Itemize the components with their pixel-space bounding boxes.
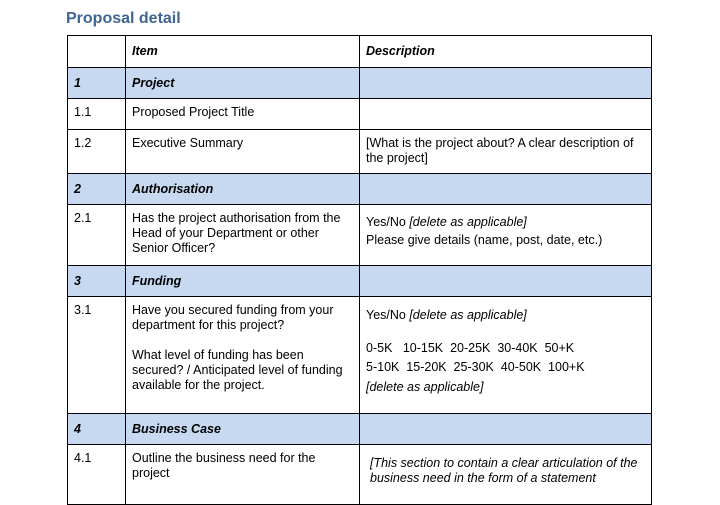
section-description-cell — [360, 414, 652, 445]
delete-note: [delete as applicable] — [366, 380, 484, 394]
row-item: Has the project authorisation from the Head of your Department or other Senior Officer? — [126, 205, 360, 266]
section-row-authorisation — [68, 174, 652, 205]
header-item-cell: Item — [126, 36, 360, 68]
yes-no-text: Yes/No — [366, 215, 410, 229]
row-number: 2.1 — [68, 205, 126, 266]
row-item: Executive Summary — [126, 130, 360, 174]
yes-no-text: Yes/No — [366, 308, 410, 322]
section-label: Funding — [126, 266, 360, 297]
row-description[interactable] — [360, 99, 652, 130]
table-row-1-1 — [68, 99, 652, 130]
row-description[interactable] — [360, 205, 652, 266]
section-number: 2 — [68, 174, 126, 205]
funding-level-question: What level of funding has been secured? / Anticipated level of funding available for the project. — [132, 348, 343, 392]
section-label: Project — [126, 68, 360, 99]
section-description-cell — [360, 68, 652, 99]
funding-ranges-line-2: 5-10K 15-20K 25-30K 40-50K 100+K — [366, 360, 585, 374]
row-number: 1.1 — [68, 99, 126, 130]
row-item: Outline the business need for the project — [126, 445, 360, 505]
delete-note: [delete as applicable] — [409, 215, 527, 229]
delete-note: [delete as applicable] — [409, 308, 527, 322]
row-description[interactable] — [360, 297, 652, 414]
table-row-4-1 — [68, 445, 652, 505]
section-number: 3 — [68, 266, 126, 297]
row-number: 3.1 — [68, 297, 126, 414]
row-number: 1.2 — [68, 130, 126, 174]
section-label: Business Case — [126, 414, 360, 445]
row-description[interactable]: [This section to contain a clear articulation of the business need in the form of a statement — [360, 445, 652, 505]
proposal-table — [67, 35, 652, 505]
section-label: Authorisation — [126, 174, 360, 205]
section-description-cell — [360, 174, 652, 205]
row-item: Proposed Project Title — [126, 99, 360, 130]
header-description-cell: Description — [360, 36, 652, 68]
section-row-business-case — [68, 414, 652, 445]
page-title: Proposal detail — [66, 10, 181, 27]
section-number: 4 — [68, 414, 126, 445]
funding-ranges-line-1: 0-5K 10-15K 20-25K 30-40K 50+K — [366, 341, 575, 355]
table-row-2-1 — [68, 205, 652, 266]
header-number-cell — [68, 36, 126, 68]
section-description-cell — [360, 266, 652, 297]
table-row-1-2 — [68, 130, 652, 174]
funding-secured-question: Have you secured funding from your department for this project? — [132, 303, 334, 332]
row-item — [126, 297, 360, 414]
details-prompt: Please give details (name, post, date, etc.) — [366, 233, 603, 247]
table-row-3-1 — [68, 297, 652, 414]
section-row-project — [68, 68, 652, 99]
row-description[interactable]: [What is the project about? A clear description of the project] — [360, 130, 652, 174]
section-number: 1 — [68, 68, 126, 99]
row-number: 4.1 — [68, 445, 126, 505]
section-row-funding — [68, 266, 652, 297]
table-header-row — [68, 36, 652, 68]
